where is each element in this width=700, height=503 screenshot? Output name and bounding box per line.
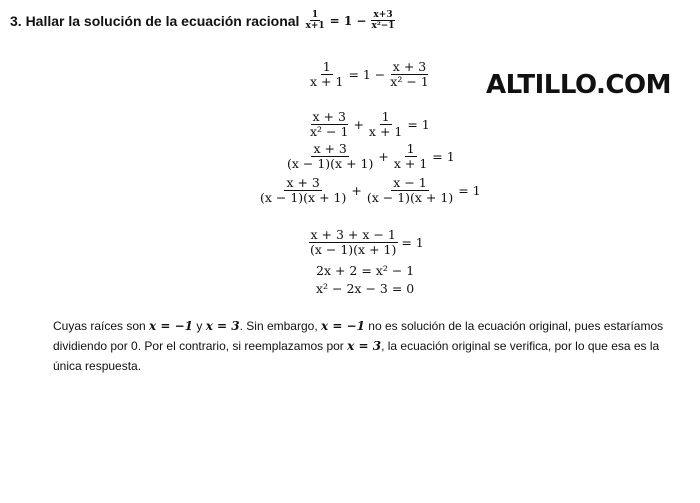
step-1-equation: $\frac{1}{x + 1}$ = 1 − $\frac{x + 3}{\text{x² − 1}}$ <box>310 59 429 90</box>
step-6-equation: 2x + 2 = x² − 1 <box>316 263 415 278</box>
problem-heading <box>10 10 397 32</box>
heading-equation: $\frac{1}{x+1}$ = 1 − $\frac{x+3}{\text{x²−1}}$ <box>305 10 395 32</box>
heading-fraction-1: $\frac{1}{x+1}$ <box>305 10 325 32</box>
heading-text: 3. Hallar la solución de la ecuación racional <box>10 12 300 29</box>
step-3-equation: $\frac{x + 3}{(x - 1)(x + 1)}$ + $\frac{1}{x + 1}$ = 1 <box>287 141 455 172</box>
step-4-equation: $\frac{x + 3}{(x - 1)(x + 1)}$ + $\frac{x - 1}{(x - 1)(x + 1)}$ = 1 <box>260 175 481 206</box>
altillo-logo: ALTILLO.COM <box>486 70 671 100</box>
conclusion-paragraph: Cuyas raíces son x = −1 y x = 3. Sin embargo, x = −1 no es solución de la ecuación original, pues estaríamos dividiendo por 0. Por el contrario, si reemplazamos por x = 3, la ecuación original se verifica, por lo que esa es la única respuesta. <box>53 319 664 373</box>
step-5-equation: $\frac{x + 3 + x - 1}{(x - 1)(x + 1)}$ = 1 <box>310 227 424 258</box>
step-2-equation: $\frac{x + 3}{\text{x² − 1}}$ + $\frac{1}{x + 1}$ = 1 <box>310 109 430 140</box>
step-7-equation: x² − 2x − 3 = 0 <box>316 281 415 296</box>
heading-fraction-2: $\frac{x+3}{\text{x²−1}}$ <box>371 10 395 32</box>
